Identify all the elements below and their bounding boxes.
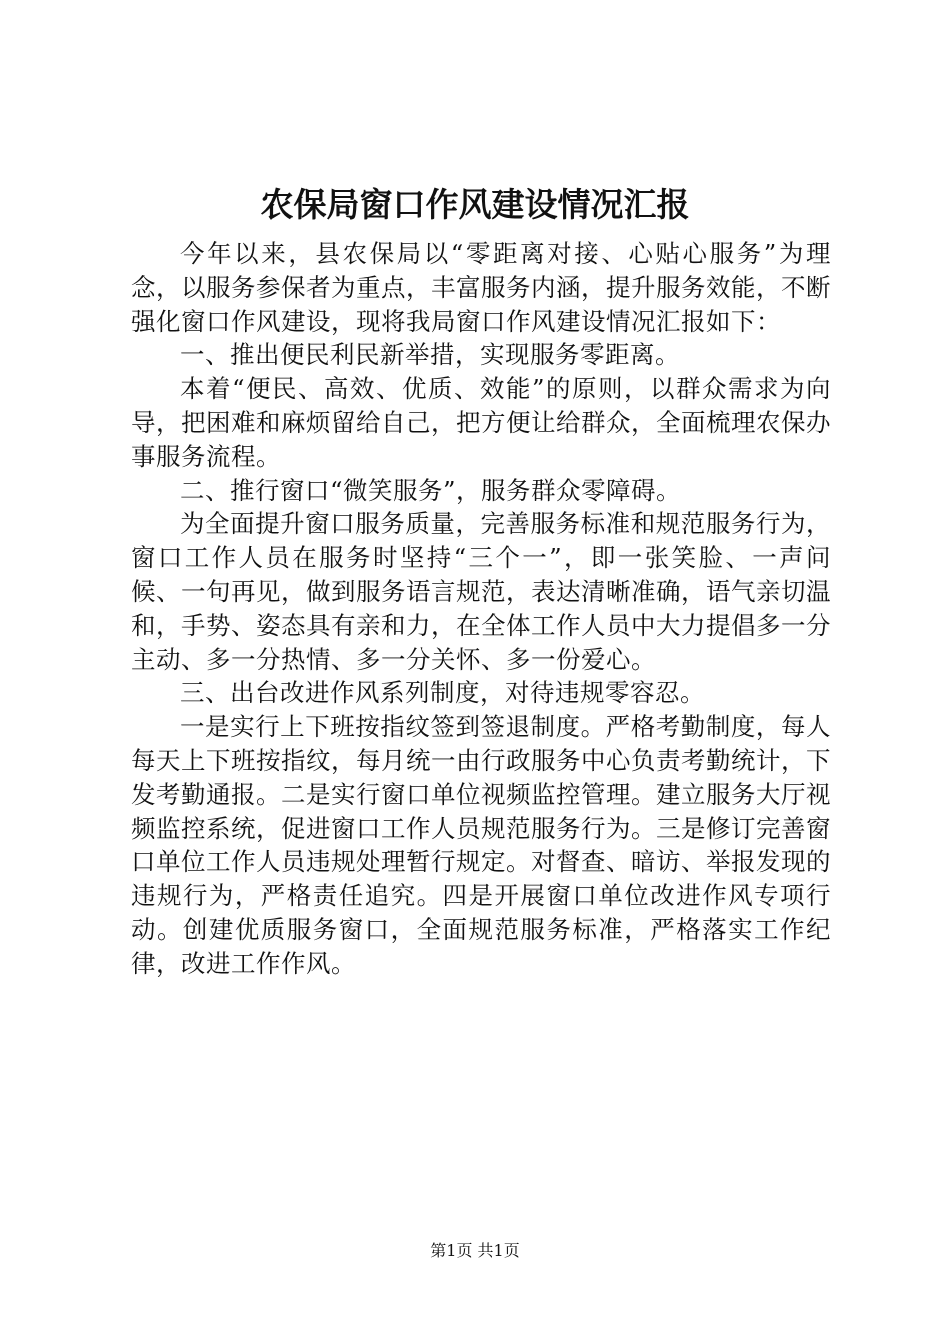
section-heading-3: 三、出台改进作风系列制度，对待违规零容忍。 — [180, 678, 705, 708]
section-heading-1: 一、推出便民利民新举措，实现服务零距离。 — [180, 340, 680, 370]
paragraph-section-3: 一是实行上下班按指纹签到签退制度。严格考勤制度，每人每天上下班按指纹，每月统一由行政服务中心负责考勤统计，下发考勤通报。二是实行窗口单位视频监控管理。建立服务大厅视频监控系统，促进窗口工作人员规范服务行为。三是修订完善窗口单位工作人员违规处理暂行规定。对督查、暗访、举报发现的违规行为，严格责任追究。四是开展窗口单位改进作风专项行动。创建优质服务窗口，全面规范服务标准，严格落实工作纪律，改进工作作风。 — [131, 712, 831, 978]
paragraph-intro: 今年以来，县农保局以“零距离对接、心贴心服务”为理念，以服务参保者为重点，丰富服务内涵，提升服务效能，不断强化窗口作风建设，现将我局窗口作风建设情况汇报如下： — [131, 239, 831, 336]
document-body — [131, 237, 831, 981]
document-title: 农保局窗口作风建设情况汇报 — [260, 185, 690, 224]
section-heading-2: 二、推行窗口“微笑服务”，服务群众零障碍。 — [180, 475, 682, 505]
paragraph-section-2: 为全面提升窗口服务质量，完善服务标准和规范服务行为，窗口工作人员在服务时坚持“三个一”，即一张笑脸、一声问候、一句再见，做到服务语言规范，表达清晰准确，语气亲切温和，手势、姿态具有亲和力，在全体工作人员中大力提倡多一分主动、多一分热情、多一分关怀、多一份爱心。 — [131, 509, 831, 674]
page-number-footer: 第1页 共1页 — [430, 1241, 520, 1260]
paragraph-section-1: 本着“便民、高效、优质、效能”的原则，以群众需求为向导，把困难和麻烦留给自己，把方便让给群众，全面梳理农保办事服务流程。 — [131, 374, 831, 471]
